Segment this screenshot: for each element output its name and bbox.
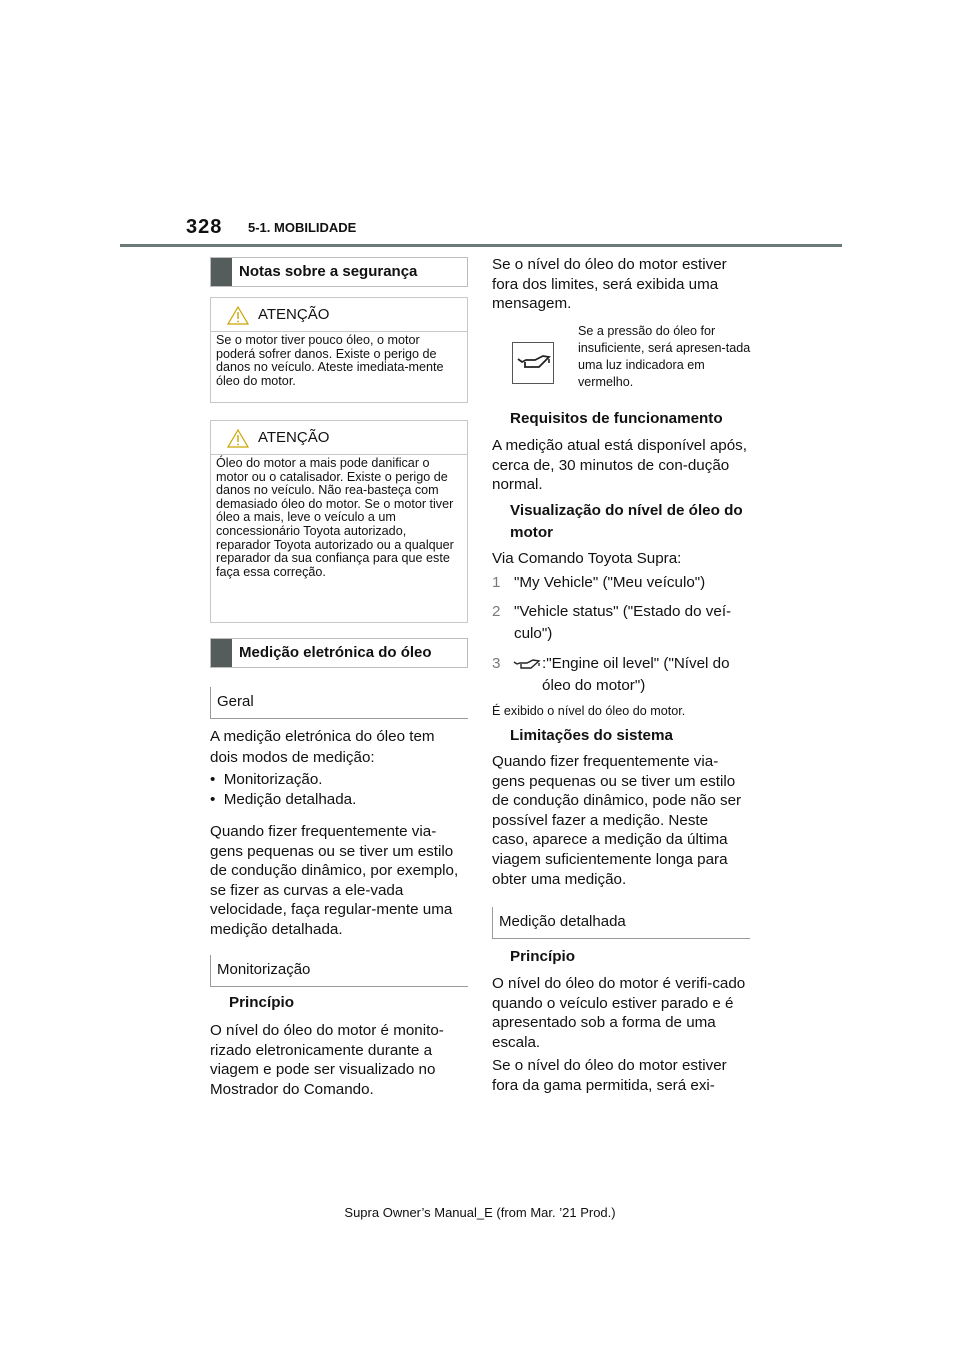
heading-measure-text: Medição eletrónica do óleo bbox=[239, 644, 432, 661]
subheading-general bbox=[210, 687, 468, 719]
frequent-trips-paragraph: Quando fizer frequentemente via-gens pequenas ou se tiver um estilo de condução dinâmico, por exemplo, se fizer as curvas a ele-vada velocidade, faça regular-mente uma medição detalhada. bbox=[210, 823, 459, 938]
page-number: 328 bbox=[186, 216, 223, 238]
step-3 bbox=[492, 654, 752, 694]
level-shown-note: É exibido o nível do óleo do motor. bbox=[492, 704, 686, 718]
warning-title: ATENÇÃO bbox=[258, 429, 330, 446]
limitations-paragraph: Quando fizer frequentemente via-gens pequenas ou se tiver um estilo de condução dinâmico, pode não ser possível fazer a medição. Neste caso, aparece a medição da última viagem suficientemente longa para obter uma medição. bbox=[492, 753, 742, 888]
footer-text: Supra Owner’s Manual_E (from Mar. ’21 Prod.) bbox=[344, 1205, 616, 1220]
requirements-heading: Requisitos de funcionamento bbox=[510, 410, 723, 427]
heading-safety-notes bbox=[210, 257, 468, 287]
principle-paragraph: O nível do óleo do motor é monito-rizado eletronicamente durante a viagem e pode ser visualizado no Mostrador do Comando. bbox=[210, 1022, 444, 1098]
subheading-monitoring bbox=[210, 955, 468, 987]
principle-heading-2: Princípio bbox=[510, 948, 575, 965]
heading-safety-text: Notas sobre a segurança bbox=[239, 263, 418, 280]
oil-icon-note: Se a pressão do óleo for insuficiente, será apresen-tada uma luz indicadora em vermelho. bbox=[578, 324, 751, 389]
warning-text: Óleo do motor a mais pode danificar o motor ou o catalisador. Existe o perigo de danos no veículo. Não rea-basteça com demasiado óleo do motor. Se o motor tiver óleo a mais, leve o veículo a um concessionário Toyota autorizado, reparador Toyota autorizado ou a qualquer reparador da sua confiança para que este faça essa correção. bbox=[216, 456, 454, 579]
display-level-heading: Visualização do nível de óleo do motor bbox=[510, 502, 743, 541]
step-number: 1 bbox=[492, 574, 501, 591]
warning-triangle-icon bbox=[227, 429, 249, 448]
subheading-general-text: Geral bbox=[217, 693, 254, 710]
warning-triangle-icon bbox=[227, 306, 249, 325]
heading-tab bbox=[211, 258, 232, 286]
warning-header bbox=[211, 298, 467, 332]
heading-oil-measurement bbox=[210, 638, 468, 668]
header-divider bbox=[120, 244, 842, 247]
step-text: "Vehicle status" ("Estado do veí-culo") bbox=[514, 603, 732, 642]
subheading-detailed bbox=[492, 907, 750, 939]
limits-paragraph: Se o nível do óleo do motor estiver fora dos limites, será exibida uma mensagem. bbox=[492, 256, 727, 313]
warning-box-1 bbox=[210, 297, 468, 403]
oil-icon-frame bbox=[512, 342, 554, 384]
step-2 bbox=[492, 602, 752, 642]
bullet-list bbox=[210, 770, 460, 809]
subheading-detailed-text: Medição detalhada bbox=[499, 913, 626, 930]
heading-tab bbox=[211, 639, 232, 667]
step-number: 3 bbox=[492, 655, 501, 672]
step-text: :"Engine oil level" ("Nível do óleo do motor") bbox=[542, 655, 730, 694]
bullet-item: • Monitorização. bbox=[210, 771, 323, 788]
via-command-text: Via Comando Toyota Supra: bbox=[492, 550, 682, 567]
subheading-monitoring-text: Monitorização bbox=[217, 961, 311, 978]
step-text: "My Vehicle" ("Meu veículo") bbox=[514, 574, 706, 591]
warning-text: Se o motor tiver pouco óleo, o motor poderá sofrer danos. Existe o perigo de danos no veículo. Ateste imediata-mente óleo do motor. bbox=[216, 333, 444, 388]
oil-can-icon bbox=[513, 343, 553, 383]
principle-heading: Princípio bbox=[229, 994, 294, 1011]
oil-can-icon bbox=[512, 655, 542, 673]
bullet-item: • Medição detalhada. bbox=[210, 790, 357, 808]
warning-box-2 bbox=[210, 420, 468, 623]
section-title: 5-1. MOBILIDADE bbox=[248, 220, 357, 235]
requirements-paragraph: A medição atual está disponível após, cerca de, 30 minutos de con-dução normal. bbox=[492, 437, 747, 494]
principle-paragraph-2: O nível do óleo do motor é verifi-cado quando o veículo estiver parado e é apresentado sob a forma de uma escala. bbox=[492, 975, 746, 1051]
step-1 bbox=[492, 573, 752, 593]
warning-title: ATENÇÃO bbox=[258, 306, 330, 323]
intro-paragraph: A medição eletrónica do óleo tem dois modos de medição: bbox=[210, 728, 435, 766]
limitations-heading: Limitações do sistema bbox=[510, 727, 673, 744]
warning-header bbox=[211, 421, 467, 455]
outside-range-paragraph: Se o nível do óleo do motor estiver fora da gama permitida, será exi- bbox=[492, 1057, 727, 1094]
step-number: 2 bbox=[492, 603, 501, 620]
